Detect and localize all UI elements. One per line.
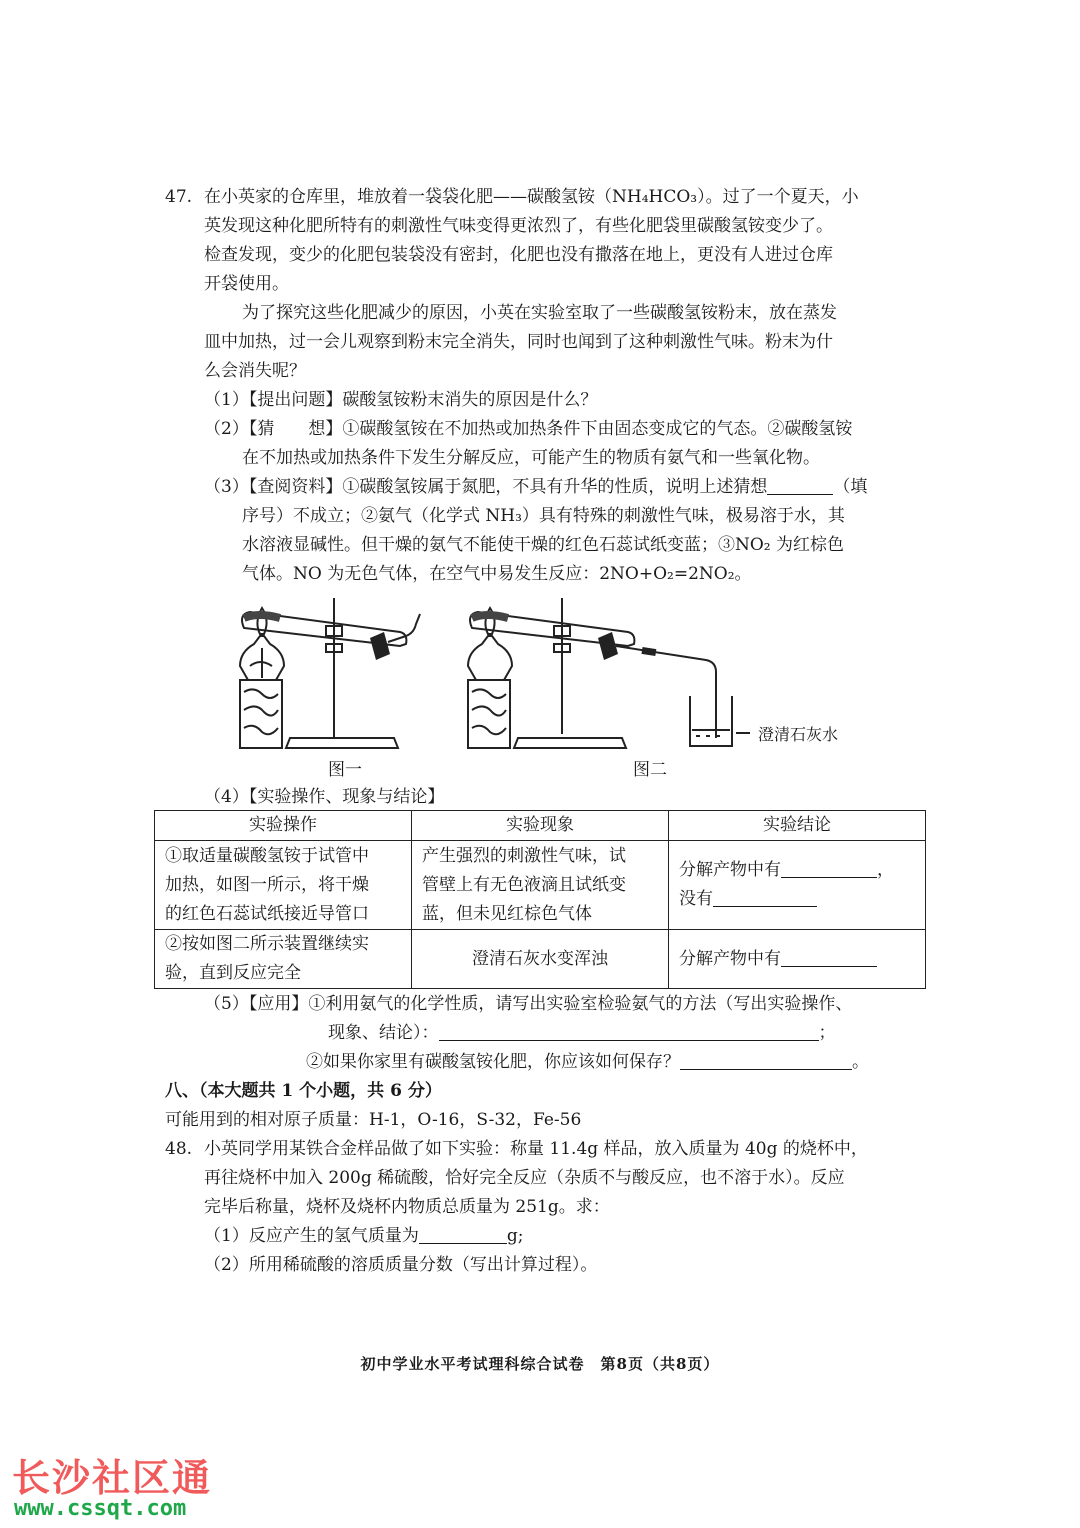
table-row: [155, 841, 926, 930]
limewater-label: 澄清石灰水: [758, 725, 839, 744]
header-phenomenon: 实验现象: [412, 811, 669, 841]
cell-line: 管壁上有无色液滴且试纸变: [422, 874, 626, 895]
figure-1-caption: 图一: [328, 760, 362, 780]
answer-blank-ammonia-test[interactable]: [439, 1022, 819, 1041]
watermark-url: www.cssqt.com: [14, 1496, 187, 1521]
answer-blank-product-2[interactable]: [781, 948, 877, 967]
q48-line-1: 小英同学用某铁合金样品做了如下实验：称量 11.4g 样品，放入质量为 40g 的烧杯中，: [204, 1139, 868, 1159]
experiment-table: [154, 810, 926, 989]
section-8-title: 八、（本大题共 1 个小题，共 6 分）: [165, 1081, 442, 1101]
q47-line-6: 皿中加热，过一会儿观察到粉末完全消失，同时也闻到了这种刺激性气味。粉末为什: [204, 332, 833, 352]
table-header-row: [155, 811, 926, 841]
conclusion-text: 没有: [679, 889, 713, 909]
cell-line: 产生强烈的刺激性气味，试: [422, 845, 626, 866]
q48-part-2: （2）所用稀硫酸的溶质质量分数（写出计算过程）。: [204, 1255, 598, 1275]
q47-part-3-line-1: [204, 473, 867, 502]
cell-line: 蓝，但未见红棕色气体: [422, 903, 592, 924]
q47-line-7: 么会消失呢？: [204, 361, 306, 381]
row1-operation: [155, 841, 412, 930]
unit: g;: [506, 1226, 524, 1246]
q47-part-5-line-1: （5）【应用】①利用氨气的化学性质，请写出实验室检验氨气的方法（写出实验操作、: [204, 994, 853, 1014]
q47-line-2: 英发现这种化肥所特有的刺激性气味变得更浓烈了，有些化肥袋里碳酸氢铵变少了。: [204, 216, 833, 236]
answer-blank-product[interactable]: [781, 859, 877, 878]
q48-part-1: [204, 1222, 523, 1251]
cell-line: ②按如图二所示装置继续实: [165, 934, 369, 954]
q47-part-2-line-2: 在不加热或加热条件下发生分解反应，可能产生的物质有氨气和一些氧化物。: [242, 448, 820, 468]
q47-part-5-line-3: [306, 1048, 869, 1077]
relative-atomic-masses: 可能用到的相对原子质量：H-1，O-16，S-32，Fe-56: [165, 1110, 582, 1130]
watermark-logo-text: 长沙社区通: [12, 1456, 213, 1500]
q47-part-5-line-2: [328, 1019, 836, 1048]
cell-line: 加热，如图一所示，将干燥: [165, 874, 369, 895]
row1-conclusion: [669, 841, 926, 930]
cell-line: 的红色石蕊试纸接近导管口: [165, 903, 369, 924]
conclusion-text: 分解产物中有: [679, 860, 781, 880]
q47-line-3: 检查发现，变少的化肥包装袋没有密封，化肥也没有撒落在地上，更没有人进过仓库: [204, 245, 833, 265]
cell-line: 验，直到反应完全: [165, 963, 301, 983]
cell-line: ①取适量碳酸氢铵于试管中: [165, 845, 369, 866]
q47-part-3-line-2: 序号）不成立；②氨气（化学式 NH₃）具有特殊的刺激性气味，极易溶于水，其: [242, 506, 845, 526]
semicolon: ；: [818, 1023, 836, 1043]
period: 。: [852, 1052, 869, 1072]
q47-part-3-line-4: 气体。NO 为无色气体，在空气中易发生反应：2NO+O₂=2NO₂。: [242, 564, 752, 584]
question-number-47: 47.: [165, 187, 193, 207]
row2-operation: [155, 930, 412, 989]
q48-line-3: 完毕后称量，烧杯及烧杯内物质总质量为 251g。求：: [204, 1197, 610, 1217]
q47-part-1: （1）【提出问题】碳酸氢铵粉末消失的原因是什么？: [204, 390, 598, 410]
answer-blank-hydrogen-mass[interactable]: [419, 1225, 507, 1244]
q47-part-3-text: （3）【查阅资料】①碳酸氢铵属于氮肥，不具有升华的性质，说明上述猜想: [204, 477, 768, 497]
q48-line-2: 再往烧杯中加入 200g 稀硫酸，恰好完全反应（杂质不与酸反应，也不溶于水）。反应: [204, 1168, 845, 1188]
question-number-48: 48.: [165, 1139, 193, 1159]
row2-conclusion: [669, 930, 926, 989]
figure-2-caption: 图二: [633, 760, 667, 780]
q47-line-1: 在小英家的仓库里，堆放着一袋袋化肥——碳酸氢铵（NH₄HCO₃）。过了一个夏天，小: [204, 187, 859, 207]
q47-line-5: 为了探究这些化肥减少的原因，小英在实验室取了一些碳酸氢铵粉末，放在蒸发: [242, 303, 837, 323]
q47-part-4: （4）【实验操作、现象与结论】: [204, 787, 445, 807]
q47-part-3-line-3: 水溶液显碱性。但干燥的氨气不能使干燥的红色石蕊试纸变蓝；③NO₂ 为红棕色: [242, 535, 845, 555]
table-row: [155, 930, 926, 989]
q47-part-3-tail: （填: [833, 477, 868, 497]
q47-part-2-line-1: （2）【猜 想】①碳酸氢铵在不加热或加热条件下由固态变成它的气态。②碳酸氢铵: [204, 419, 853, 439]
page-footer: 初中学业水平考试理科综合试卷 第8页（共8页）: [360, 1355, 720, 1373]
conclusion-text: 分解产物中有: [679, 948, 781, 969]
part-5-text: ②如果你家里有碳酸氢铵化肥，你应该如何保存？: [306, 1052, 680, 1072]
cell-line: [679, 856, 915, 885]
header-conclusion: 实验结论: [669, 811, 926, 841]
header-operation: 实验操作: [155, 811, 412, 841]
answer-blank-absent[interactable]: [713, 888, 817, 907]
part-1-text: （1）反应产生的氢气质量为: [204, 1226, 419, 1246]
answer-blank-storage[interactable]: [680, 1051, 852, 1070]
cell-line: [679, 885, 915, 914]
row2-phenomenon: 澄清石灰水变浑浊: [412, 930, 669, 989]
q47-line-4: 开袋使用。: [204, 274, 289, 294]
part-5-text: 现象、结论）：: [328, 1023, 439, 1043]
row1-phenomenon: [412, 841, 669, 930]
figure-1-apparatus: [240, 598, 420, 748]
comma: ，: [877, 860, 894, 880]
figure-2-apparatus: [468, 598, 750, 748]
answer-blank-hypothesis[interactable]: [767, 476, 833, 495]
